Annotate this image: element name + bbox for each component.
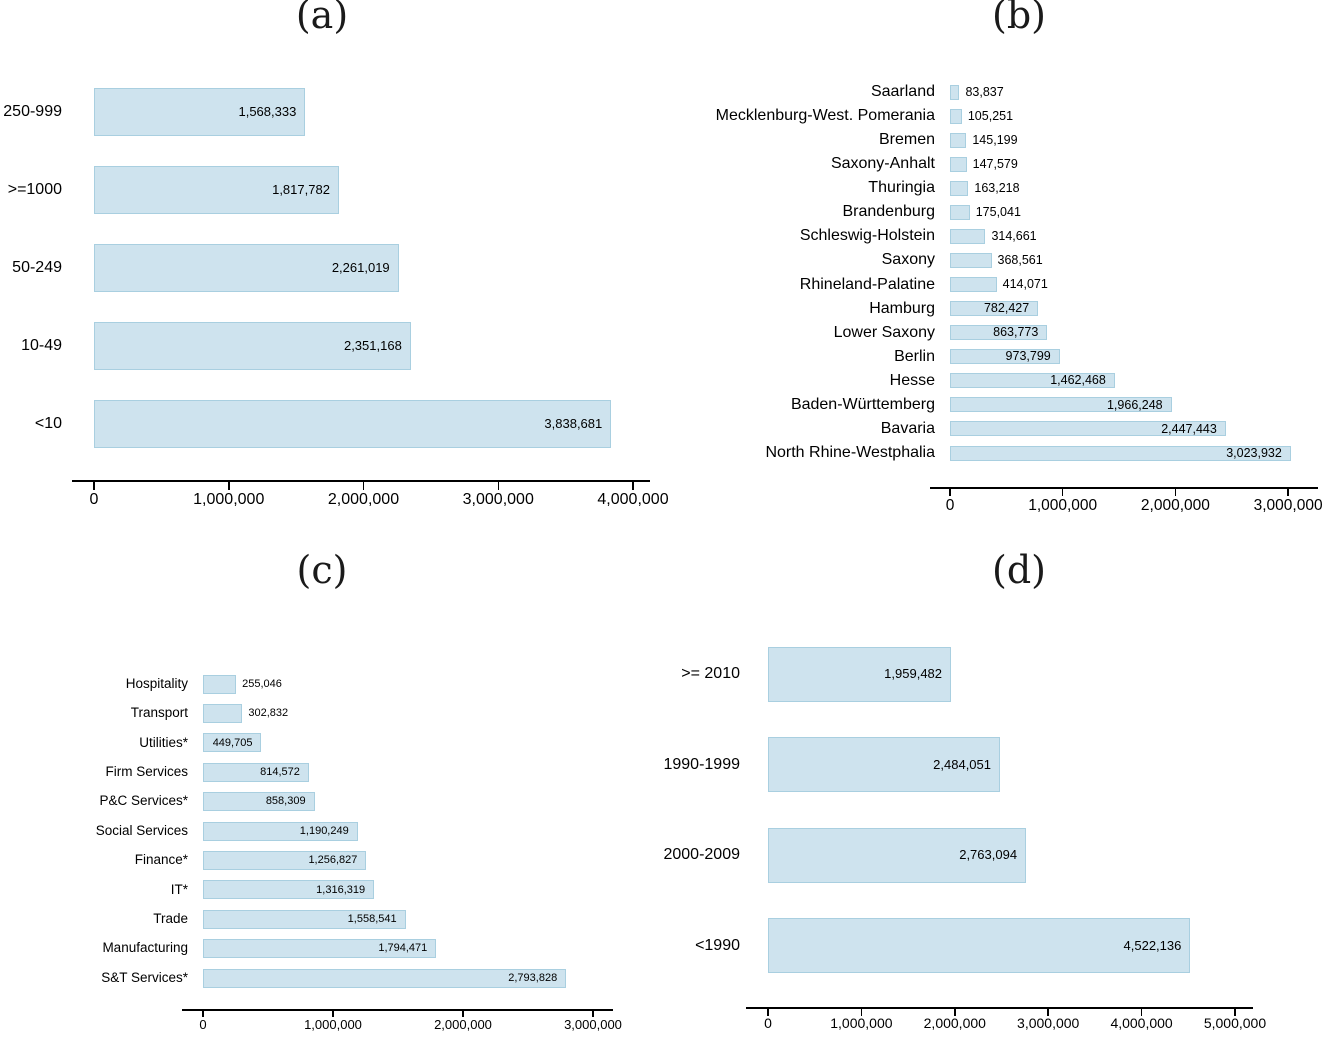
value-label: 2,261,019 — [331, 260, 390, 276]
category-label: Manufacturing — [102, 940, 188, 956]
x-axis-tick-label: 3,000,000 — [1017, 1015, 1080, 1031]
value-label: 1,558,541 — [347, 912, 397, 925]
category-label: 50-249 — [12, 259, 62, 276]
category-label: P&C Services* — [99, 793, 188, 809]
panel-d-title: (d) — [992, 548, 1046, 592]
value-label: 1,462,468 — [1050, 373, 1106, 388]
value-label: 163,218 — [974, 180, 1020, 195]
category-label: Social Services — [95, 822, 188, 838]
x-axis-tick-label: 0 — [89, 491, 99, 508]
category-label: 250-999 — [3, 103, 62, 120]
panel-b-title: (b) — [992, 0, 1046, 37]
value-label: 414,071 — [1002, 277, 1048, 292]
category-label: Thuringia — [868, 179, 935, 197]
value-label: 2,484,051 — [933, 756, 991, 772]
value-label: 368,561 — [997, 253, 1043, 268]
x-axis-line — [746, 1007, 1253, 1009]
category-label: 10-49 — [21, 337, 62, 354]
value-label: 1,959,482 — [884, 666, 943, 682]
category-label: 2000-2009 — [663, 846, 740, 863]
category-label: Firm Services — [105, 764, 188, 780]
x-axis-tick-label: 3,000,000 — [462, 491, 534, 508]
x-axis-tick-label: 2,000,000 — [1140, 497, 1210, 514]
category-label: Trade — [153, 911, 188, 927]
category-label: Baden-Württemberg — [790, 395, 935, 413]
value-label: 83,837 — [965, 84, 1004, 99]
x-axis-tick-label: 3,000,000 — [1253, 497, 1323, 514]
category-label: Hospitality — [125, 675, 188, 691]
value-label: 175,041 — [975, 204, 1021, 219]
value-label: 145,199 — [972, 132, 1018, 147]
x-axis-tick-label: 1,000,000 — [830, 1015, 893, 1031]
category-label: >= 2010 — [681, 665, 740, 682]
value-label: 814,572 — [260, 765, 300, 778]
category-label: >=1000 — [7, 181, 62, 198]
x-axis-tick-label: 1,000,000 — [193, 491, 265, 508]
value-label: 3,023,932 — [1226, 445, 1282, 460]
category-label: Schleswig-Holstein — [799, 227, 935, 245]
value-label: 302,832 — [248, 707, 289, 720]
value-label: 1,817,782 — [272, 182, 330, 198]
x-axis-tick-label: 1,000,000 — [304, 1017, 362, 1032]
panel-c-title: (c) — [296, 548, 348, 592]
category-label: Hamburg — [869, 299, 935, 317]
value-label: 314,661 — [991, 229, 1037, 244]
value-label: 449,705 — [212, 736, 253, 749]
category-label: Mecklenburg-West. Pomerania — [715, 107, 935, 125]
category-label: 1990-1999 — [663, 755, 740, 773]
category-label: Hesse — [889, 371, 935, 389]
value-label: 3,838,681 — [544, 416, 603, 432]
category-label: Rhineland-Palatine — [799, 275, 935, 293]
value-label: 858,309 — [265, 795, 306, 808]
value-label: 2,793,828 — [508, 971, 558, 984]
value-label: 2,447,443 — [1161, 421, 1217, 436]
category-label: Utilities* — [139, 734, 188, 750]
category-label: Berlin — [894, 347, 935, 365]
category-label: Saxony — [881, 251, 935, 269]
x-axis-tick-label: 2,000,000 — [923, 1015, 986, 1031]
x-axis-tick-label: 4,000,000 — [597, 491, 669, 508]
x-axis-tick-label: 0 — [945, 497, 955, 514]
category-label: North Rhine-Westphalia — [765, 444, 935, 462]
category-label: <1990 — [695, 936, 740, 954]
value-label: 105,251 — [967, 108, 1014, 123]
value-label: 973,799 — [1005, 349, 1051, 364]
x-axis-tick-label: 1,000,000 — [1028, 497, 1098, 514]
category-label: Bremen — [878, 131, 935, 149]
category-label: Saarland — [870, 83, 935, 100]
value-label: 1,966,248 — [1106, 397, 1163, 412]
value-label: 863,773 — [993, 325, 1039, 340]
x-axis-tick-label: 3,000,000 — [564, 1017, 622, 1032]
category-label: Bavaria — [880, 419, 935, 437]
value-label: 782,427 — [983, 301, 1030, 316]
value-label: 147,579 — [972, 156, 1018, 171]
x-axis-tick-label: 2,000,000 — [434, 1017, 492, 1032]
value-label: 2,351,168 — [343, 338, 402, 354]
x-axis-tick-label: 0 — [764, 1015, 772, 1031]
value-label: 255,046 — [242, 677, 282, 690]
x-axis-tick-label: 5,000,000 — [1203, 1015, 1267, 1031]
x-axis-tick-label: 2,000,000 — [327, 491, 400, 508]
category-label: <10 — [34, 415, 62, 432]
value-label: 1,256,827 — [308, 854, 358, 867]
value-label: 2,763,094 — [959, 847, 1018, 863]
panel-a-title: (a) — [295, 0, 349, 37]
value-label: 1,794,471 — [378, 942, 428, 955]
category-label: IT* — [170, 881, 188, 897]
value-label: 1,190,249 — [299, 824, 349, 837]
category-label: Transport — [130, 705, 188, 721]
value-label: 4,522,136 — [1123, 937, 1182, 953]
category-label: Finance* — [134, 852, 188, 868]
x-axis-tick-label: 0 — [199, 1017, 207, 1032]
x-axis-tick-label: 4,000,000 — [1110, 1015, 1173, 1031]
category-label: Brandenburg — [842, 203, 935, 221]
category-label: S&T Services* — [101, 969, 188, 985]
category-label: Lower Saxony — [833, 323, 935, 341]
value-label: 1,316,319 — [316, 883, 366, 896]
value-label: 1,568,333 — [238, 104, 297, 120]
category-label: Saxony-Anhalt — [830, 155, 935, 173]
